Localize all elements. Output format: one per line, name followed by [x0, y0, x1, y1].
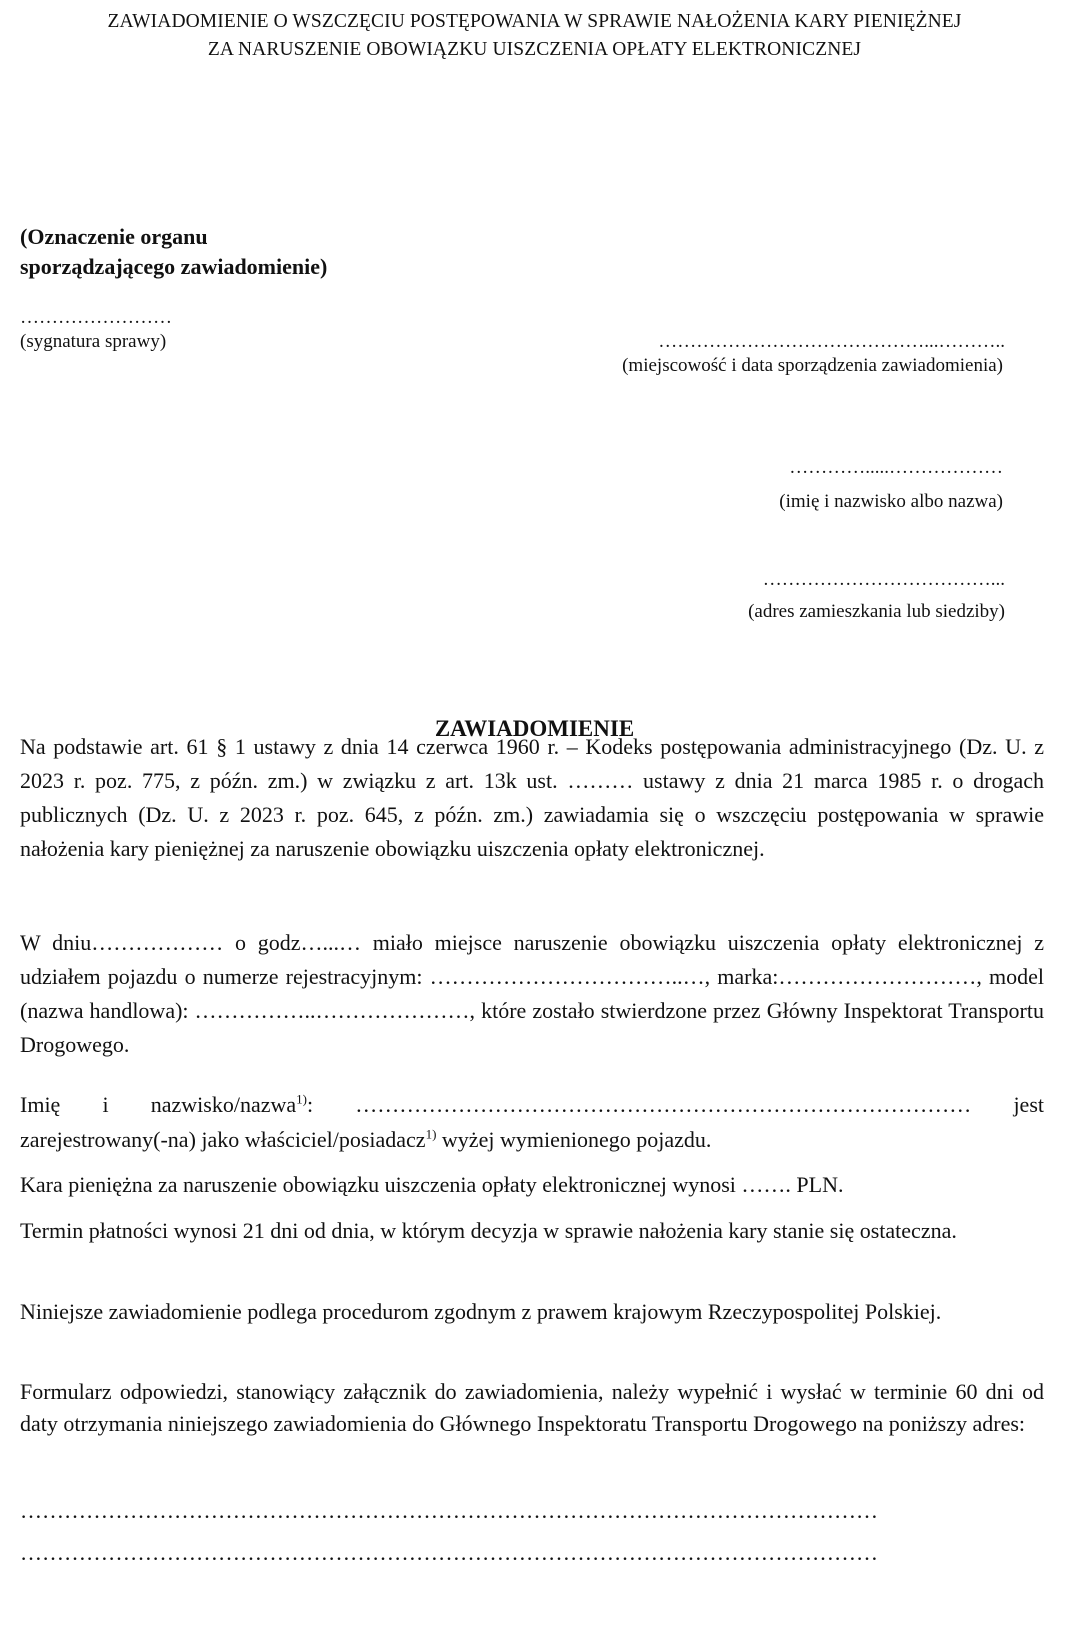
organ-line-2: sporządzającego zawiadomienie) — [20, 254, 328, 279]
organ-line-1: (Oznaczenie organu — [20, 224, 208, 249]
jurisdiction-paragraph: Niniejsze zawiadomienie podlega procedurom zgodnym z prawem krajowym Rzeczypospolitej Polskiej. — [20, 1299, 942, 1324]
case-number-label: (sygnatura sprawy) — [20, 331, 167, 352]
place-date-field: ……………………………………...……….. — [658, 331, 1005, 352]
recipient-name-label: (imię i nazwisko albo nazwa) — [779, 491, 1003, 512]
document-title: ZAWIADOMIENIE — [434, 716, 635, 741]
recipient-name-field: ………….....……………… — [789, 457, 1003, 478]
recipient-address-label: (adres zamieszkania lub siedziby) — [748, 601, 1005, 622]
violation-details-paragraph: W dniu……………… o godz…...… miało miejsce naruszenie obowiązku uiszczenia opłaty elektronicznej z udziałem pojazdu o numerze rejestracyjnym: ……………………………..…, marka:………………………, model (nazwa handlowa): ……………..…………………, które zostało stwierdzone przez Główny Inspektorat Transportu Drogowego. — [20, 930, 1044, 1057]
owner-label: Imię i nazwisko/nazwa — [20, 1092, 297, 1117]
owner-text-end: wyżej wymienionego pojazdu. — [436, 1127, 712, 1152]
response-form-paragraph: Formularz odpowiedzi, stanowiący załącznik do zawiadomienia, należy wypełnić i wysłać w terminie 60 dni od daty otrzymania niniejszego zawiadomienia do Głównego Inspektoratu Transportu Drogowego na poniższy adres: — [20, 1379, 1044, 1436]
header-line-1: ZAWIADOMIENIE O WSZCZĘCIU POSTĘPOWANIA W SPRAWIE NAŁOŻENIA KARY PIENIĘŻNEJ — [107, 11, 962, 32]
case-number-field: …………………… — [20, 307, 172, 328]
issuing-authority-block — [20, 222, 327, 282]
document-header — [0, 8, 1069, 64]
owner-text: : ………………………………………………………………………… jest zarejestrowany(-na) jako właściciel/posiadacz — [20, 1092, 1044, 1152]
footnote-marker-1: 1) — [296, 1091, 307, 1107]
owner-paragraph — [20, 1087, 1044, 1157]
penalty-amount-paragraph: Kara pieniężna za naruszenie obowiązku uiszczenia opłaty elektronicznej wynosi ……. PLN. — [20, 1172, 844, 1197]
footnote-marker-2: 1) — [425, 1126, 437, 1142]
legal-basis-paragraph: Na podstawie art. 61 § 1 ustawy z dnia 14 czerwca 1960 r. – Kodeks postępowania administracyjnego (Dz. U. z 2023 r. poz. 775, z późn. zm.) w związku z art. 13k ust. ……… ustawy z dnia 21 marca 1985 r. o drogach publicznych (Dz. U. z 2023 r. poz. 645, z późn. zm.) zawiadamia się o wszczęciu postępowania w sprawie nałożenia kary pieniężnej za naruszenie obowiązku uiszczenia opłaty elektronicznej. — [20, 734, 1044, 861]
address-line-2: ……………………………………………………………………………………………………… — [20, 1540, 878, 1565]
recipient-address-field: ………………………………... — [762, 569, 1005, 590]
address-line-1: ……………………………………………………………………………………………………… — [20, 1498, 878, 1523]
payment-term-paragraph: Termin płatności wynosi 21 dni od dnia, w którym decyzja w sprawie nałożenia kary stanie się ostateczna. — [20, 1218, 957, 1243]
place-date-label: (miejscowość i data sporządzenia zawiadomienia) — [622, 355, 1003, 376]
header-line-2: ZA NARUSZENIE OBOWIĄZKU UISZCZENIA OPŁATY ELEKTRONICZNEJ — [207, 39, 862, 60]
